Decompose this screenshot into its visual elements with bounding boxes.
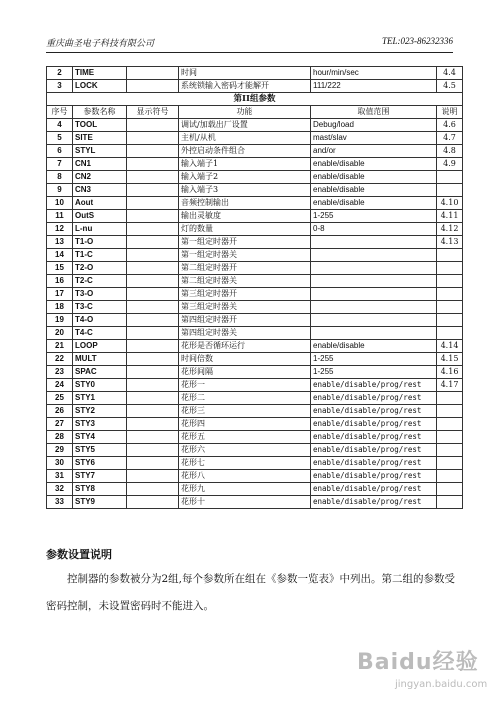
table-row [47, 470, 463, 483]
value-range: enable/disable [311, 197, 437, 210]
row-number: 29 [47, 444, 73, 457]
table-row [47, 275, 463, 288]
param-function: 第三组定时器关 [179, 301, 311, 314]
section-ref: 4.10 [437, 197, 463, 210]
column-header-range: 取值范围 [311, 106, 437, 119]
row-number: 5 [47, 132, 73, 145]
value-range: enable/disable/prog/rest [311, 470, 437, 483]
param-name: STY7 [73, 470, 127, 483]
section-ref [437, 288, 463, 301]
table-row [47, 353, 463, 366]
row-number: 21 [47, 340, 73, 353]
display-symbol [127, 184, 179, 197]
company-name: 重庆曲圣电子科技有限公司 [46, 38, 155, 48]
value-range: 0-8 [311, 223, 437, 236]
table-row [47, 405, 463, 418]
param-function: 花形是否循环运行 [179, 340, 311, 353]
value-range [311, 249, 437, 262]
param-name: MULT [73, 353, 127, 366]
param-function: 花形间隔 [179, 366, 311, 379]
value-range [311, 236, 437, 249]
section-ref [437, 470, 463, 483]
display-symbol [127, 444, 179, 457]
telephone: TEL:023-86232336 [381, 36, 453, 46]
display-symbol [127, 366, 179, 379]
value-range: enable/disable/prog/rest [311, 392, 437, 405]
param-function: 输出灵敏度 [179, 210, 311, 223]
param-function: 第二组定时器开 [179, 262, 311, 275]
value-range: enable/disable/prog/rest [311, 405, 437, 418]
param-name: STY1 [73, 392, 127, 405]
param-name: SITE [73, 132, 127, 145]
table-row [47, 223, 463, 236]
section-ref: 4.12 [437, 223, 463, 236]
param-name: STY3 [73, 418, 127, 431]
value-range: enable/disable/prog/rest [311, 418, 437, 431]
param-name: L-nu [73, 223, 127, 236]
param-function: 输入端子3 [179, 184, 311, 197]
section-ref [437, 249, 463, 262]
param-name: STY8 [73, 483, 127, 496]
section-ref: 4.15 [437, 353, 463, 366]
section-ref [437, 444, 463, 457]
baidu-watermark [357, 645, 487, 701]
section-ref [437, 314, 463, 327]
value-range: enable/disable/prog/rest [311, 444, 437, 457]
table-row [47, 262, 463, 275]
param-function: 第四组定时器关 [179, 327, 311, 340]
table-row [47, 314, 463, 327]
page-header [46, 36, 453, 50]
display-symbol [127, 262, 179, 275]
display-symbol [127, 132, 179, 145]
param-name: TOOL [73, 119, 127, 132]
table-row [47, 145, 463, 158]
row-number: 27 [47, 418, 73, 431]
table-row [47, 301, 463, 314]
param-name: LOOP [73, 340, 127, 353]
param-name: Aout [73, 197, 127, 210]
display-symbol [127, 119, 179, 132]
row-number: 11 [47, 210, 73, 223]
param-function: 时间 [179, 67, 311, 80]
table-row [47, 210, 463, 223]
table-row [47, 366, 463, 379]
param-name: T1-O [73, 236, 127, 249]
table-row [47, 496, 463, 509]
param-function: 外控启动条件组合 [179, 145, 311, 158]
param-name: STY4 [73, 431, 127, 444]
param-function: 花形七 [179, 457, 311, 470]
table-row [47, 119, 463, 132]
display-symbol [127, 353, 179, 366]
display-symbol [127, 314, 179, 327]
table-row [47, 158, 463, 171]
param-name: STYL [73, 145, 127, 158]
group-title: 第II组参数 [47, 93, 463, 106]
column-header-symbol: 显示符号 [127, 106, 179, 119]
row-number: 8 [47, 171, 73, 184]
param-function: 音频控制输出 [179, 197, 311, 210]
value-range: and/or [311, 145, 437, 158]
param-name: T4-C [73, 327, 127, 340]
row-number: 13 [47, 236, 73, 249]
section-ref [437, 275, 463, 288]
section-ref: 4.16 [437, 366, 463, 379]
param-function: 第一组定时器关 [179, 249, 311, 262]
param-name: STY2 [73, 405, 127, 418]
section-ref [437, 171, 463, 184]
section-ref [437, 418, 463, 431]
value-range [311, 327, 437, 340]
header-rule [46, 52, 453, 53]
param-name: T4-O [73, 314, 127, 327]
section-ref [437, 392, 463, 405]
display-symbol [127, 197, 179, 210]
display-symbol [127, 405, 179, 418]
row-number: 2 [47, 67, 73, 80]
section-ref: 4.6 [437, 119, 463, 132]
param-name: STY6 [73, 457, 127, 470]
param-name: CN1 [73, 158, 127, 171]
row-number: 24 [47, 379, 73, 392]
param-function: 第一组定时器开 [179, 236, 311, 249]
param-name: OutS [73, 210, 127, 223]
param-function: 输入端子2 [179, 171, 311, 184]
value-range: 1-255 [311, 366, 437, 379]
param-function: 灯的数量 [179, 223, 311, 236]
table-row [47, 236, 463, 249]
section-paragraph: 控制器的参数被分为2组,每个参数所在组在《参数一览表》中列出。第二组的参数受密码控制，未设置密码时不能进入。 [46, 573, 456, 612]
value-range: enable/disable/prog/rest [311, 457, 437, 470]
value-range: enable/disable/prog/rest [311, 483, 437, 496]
value-range [311, 301, 437, 314]
section-ref: 4.5 [437, 80, 463, 93]
section-ref [437, 327, 463, 340]
table-row [47, 379, 463, 392]
display-symbol [127, 457, 179, 470]
display-symbol [127, 470, 179, 483]
value-range: enable/disable [311, 158, 437, 171]
value-range: enable/disable/prog/rest [311, 496, 437, 509]
param-name: TIME [73, 67, 127, 80]
row-number: 10 [47, 197, 73, 210]
section-ref [437, 457, 463, 470]
value-range [311, 275, 437, 288]
value-range: enable/disable [311, 340, 437, 353]
display-symbol [127, 327, 179, 340]
param-name: T3-C [73, 301, 127, 314]
table-row [47, 171, 463, 184]
row-number: 15 [47, 262, 73, 275]
row-number: 32 [47, 483, 73, 496]
section-ref: 4.11 [437, 210, 463, 223]
value-range [311, 288, 437, 301]
row-number: 3 [47, 80, 73, 93]
value-range [311, 314, 437, 327]
value-range: hour/min/sec [311, 67, 437, 80]
param-function: 花形二 [179, 392, 311, 405]
section-title: 参数设置说明 [46, 548, 112, 561]
param-name: STY9 [73, 496, 127, 509]
value-range: Debug/load [311, 119, 437, 132]
param-name: LOCK [73, 80, 127, 93]
row-number: 26 [47, 405, 73, 418]
column-header-sec: 说明 [437, 106, 463, 119]
param-function: 花形八 [179, 470, 311, 483]
value-range: enable/disable/prog/rest [311, 431, 437, 444]
display-symbol [127, 483, 179, 496]
row-number: 30 [47, 457, 73, 470]
table-row [47, 288, 463, 301]
table-row [47, 457, 463, 470]
param-name: T3-O [73, 288, 127, 301]
row-number: 20 [47, 327, 73, 340]
value-range: 1-255 [311, 353, 437, 366]
param-name: T1-C [73, 249, 127, 262]
row-number: 6 [47, 145, 73, 158]
watermark-logo: Baidu经验 [357, 650, 479, 675]
value-range: mast/slav [311, 132, 437, 145]
table-row [47, 444, 463, 457]
param-function: 第三组定时器开 [179, 288, 311, 301]
row-number: 23 [47, 366, 73, 379]
section-ref [437, 184, 463, 197]
param-name: SPAC [73, 366, 127, 379]
value-range [311, 262, 437, 275]
table-row [47, 80, 463, 93]
row-number: 4 [47, 119, 73, 132]
display-symbol [127, 236, 179, 249]
display-symbol [127, 301, 179, 314]
column-header-row [47, 106, 463, 119]
section-ref: 4.13 [437, 236, 463, 249]
param-function: 花形五 [179, 431, 311, 444]
param-function: 第四组定时器开 [179, 314, 311, 327]
display-symbol [127, 80, 179, 93]
table-row [47, 340, 463, 353]
table-row [47, 327, 463, 340]
row-number: 14 [47, 249, 73, 262]
row-number: 12 [47, 223, 73, 236]
table-row [47, 249, 463, 262]
display-symbol [127, 171, 179, 184]
section-ref [437, 262, 463, 275]
param-function: 输入端子1 [179, 158, 311, 171]
display-symbol [127, 392, 179, 405]
table-row [47, 132, 463, 145]
row-number: 25 [47, 392, 73, 405]
param-function: 时间倍数 [179, 353, 311, 366]
param-name: CN3 [73, 184, 127, 197]
value-range: 1-255 [311, 210, 437, 223]
section-ref: 4.9 [437, 158, 463, 171]
param-function: 第二组定时器关 [179, 275, 311, 288]
display-symbol [127, 275, 179, 288]
row-number: 17 [47, 288, 73, 301]
section-ref: 4.17 [437, 379, 463, 392]
param-function: 花形九 [179, 483, 311, 496]
display-symbol [127, 379, 179, 392]
row-number: 7 [47, 158, 73, 171]
value-range: enable/disable/prog/rest [311, 379, 437, 392]
row-number: 28 [47, 431, 73, 444]
column-header-func: 功能 [179, 106, 311, 119]
table-row [47, 184, 463, 197]
display-symbol [127, 158, 179, 171]
display-symbol [127, 67, 179, 80]
section-ref: 4.4 [437, 67, 463, 80]
display-symbol [127, 340, 179, 353]
watermark-url: jingyan.baidu.com [395, 679, 488, 690]
table-row [47, 431, 463, 444]
value-range: enable/disable [311, 184, 437, 197]
param-function: 花形四 [179, 418, 311, 431]
parameter-table [46, 66, 463, 509]
param-function: 系统锁输入密码才能解开 [179, 80, 311, 93]
section-ref: 4.7 [437, 132, 463, 145]
display-symbol [127, 288, 179, 301]
display-symbol [127, 249, 179, 262]
row-number: 18 [47, 301, 73, 314]
section-ref [437, 431, 463, 444]
param-function: 调试/加载出厂设置 [179, 119, 311, 132]
value-range: 111/222 [311, 80, 437, 93]
column-header-no: 序号 [47, 106, 73, 119]
param-name: STY5 [73, 444, 127, 457]
column-header-name: 参数名称 [73, 106, 127, 119]
row-number: 22 [47, 353, 73, 366]
param-function: 主机/从机 [179, 132, 311, 145]
section-ref: 4.14 [437, 340, 463, 353]
section-ref: 4.8 [437, 145, 463, 158]
row-number: 16 [47, 275, 73, 288]
value-range: enable/disable [311, 171, 437, 184]
display-symbol [127, 210, 179, 223]
table-row [47, 392, 463, 405]
row-number: 33 [47, 496, 73, 509]
param-function: 花形十 [179, 496, 311, 509]
display-symbol [127, 418, 179, 431]
display-symbol [127, 223, 179, 236]
param-name: STY0 [73, 379, 127, 392]
display-symbol [127, 145, 179, 158]
param-name: CN2 [73, 171, 127, 184]
table-row [47, 67, 463, 80]
section-ref [437, 301, 463, 314]
table-row [47, 197, 463, 210]
row-number: 19 [47, 314, 73, 327]
param-function: 花形六 [179, 444, 311, 457]
param-name: T2-C [73, 275, 127, 288]
row-number: 9 [47, 184, 73, 197]
section-ref [437, 405, 463, 418]
param-function: 花形三 [179, 405, 311, 418]
param-function: 花形一 [179, 379, 311, 392]
group-title-row [47, 93, 463, 106]
display-symbol [127, 431, 179, 444]
section-ref [437, 496, 463, 509]
row-number: 31 [47, 470, 73, 483]
table-row [47, 483, 463, 496]
param-name: T2-O [73, 262, 127, 275]
table-row [47, 418, 463, 431]
section-ref [437, 483, 463, 496]
display-symbol [127, 496, 179, 509]
